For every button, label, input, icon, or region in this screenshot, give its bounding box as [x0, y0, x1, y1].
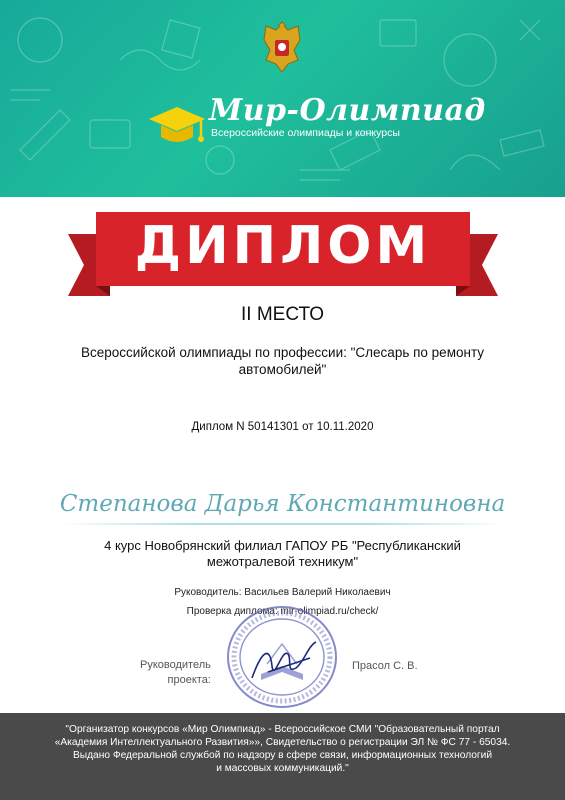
- diploma-number: Диплом N 50141301 от 10.11.2020: [191, 421, 374, 433]
- footer-line: "Организатор конкурсов «Мир Олимпиад» - Всероссийское СМИ "Образовательный портал: [65, 724, 500, 735]
- russian-coat-of-arms-icon: [258, 20, 306, 74]
- header-banner: [0, 0, 565, 197]
- logo-name: Мир-Олимпиад: [209, 93, 486, 128]
- diploma-title: ДИПЛОМ: [134, 216, 432, 276]
- footer-line: «Академия Интеллектуального Развития»», Свидетельство о регистрации ЭЛ № ФС 77 - 65034.: [54, 737, 511, 748]
- place-heading: II МЕСТО: [241, 304, 324, 325]
- student-info: 4 курс Новобрянский филиал ГАПОУ РБ "Республиканский межотралевой техникум": [104, 538, 461, 569]
- logo: [145, 93, 486, 149]
- recipient-name: Степанова Дарья Константиновна: [59, 491, 506, 517]
- logo-subtitle: Всероссийские олимпиады и конкурсы: [211, 127, 400, 139]
- verification-link: Проверка диплома: mir-olimpiad.ru/check/: [186, 606, 379, 617]
- olympiad-name: Всероссийской олимпиады по профессии: "Слесарь по ремонту автомобилей": [80, 345, 485, 377]
- project-head-label-line2: проекта:: [167, 674, 211, 686]
- handwritten-signature-icon: [248, 638, 320, 686]
- supervisor-line: Руководитель: Васильев Валерий Николаевич: [174, 587, 391, 598]
- name-underline: [60, 523, 505, 525]
- footer-line: Выдано Федеральной службой по надзору в сфере связи, информационных технологий: [72, 750, 493, 761]
- signer-name: Прасол С. В.: [352, 660, 418, 672]
- graduation-cap-icon: [145, 93, 207, 149]
- project-head-label-line1: Руководитель: [140, 659, 211, 671]
- footer-line: и массовых коммуникаций.": [216, 763, 349, 774]
- footer: [0, 713, 565, 800]
- footer-text: [20, 723, 545, 775]
- project-head-label: [140, 658, 211, 688]
